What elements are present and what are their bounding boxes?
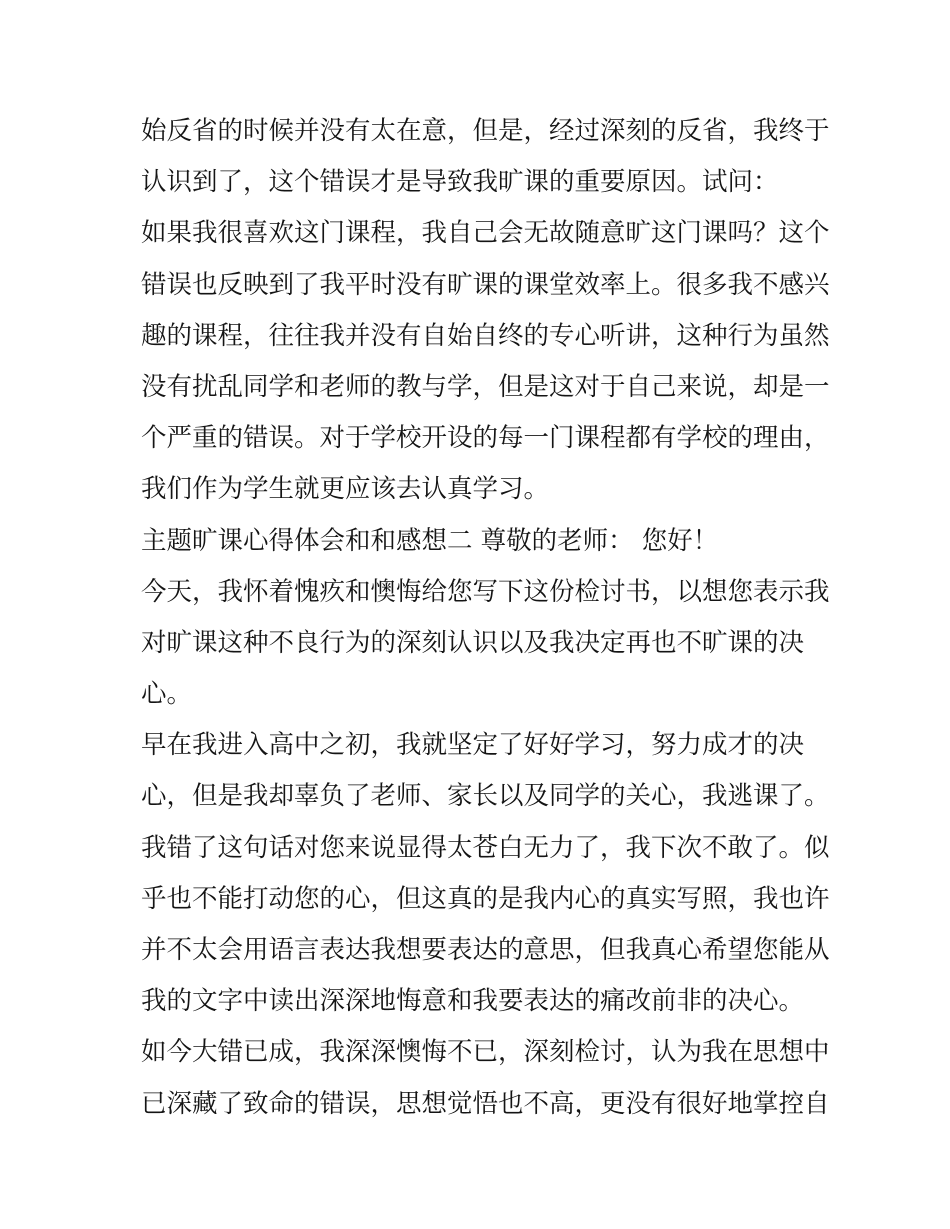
text-line: 乎也不能打动您的心，但这真的是我内心的真实写照，我也许	[141, 883, 830, 914]
text-line: 错误也反映到了我平时没有旷课的课堂效率上。很多我不感兴	[141, 269, 830, 300]
text-line: 认识到了，这个错误才是导致我旷课的重要原因。试问：	[141, 167, 779, 198]
text-line: 如今大错已成，我深深懊悔不已，深刻检讨，认为我在思想中	[141, 1037, 830, 1068]
text-line: 已深藏了致命的错误，思想觉悟也不高，更没有很好地掌控自	[141, 1088, 830, 1119]
text-line: 心。	[141, 679, 193, 710]
section-heading-line: 主题旷课心得体会和和感想二 尊敬的老师： 您好！	[141, 525, 719, 556]
text-line: 始反省的时候并没有太在意，但是，经过深刻的反省，我终于	[141, 116, 830, 146]
text-line: 并不太会用语言表达我想要表达的意思，但我真心希望您能从	[141, 935, 830, 965]
text-line: 早在我进入高中之初，我就坚定了好好学习，努力成才的决	[141, 730, 805, 761]
document-body	[141, 106, 830, 1130]
text-line: 我的文字中读出深深地悔意和我要表达的痛改前非的决心。	[141, 986, 805, 1017]
text-line: 今天，我怀着愧疚和懊悔给您写下这份检讨书，以想您表示我	[141, 576, 830, 607]
text-line: 个严重的错误。对于学校开设的每一门课程都有学校的理由，	[141, 423, 830, 454]
text-line: 对旷课这种不良行为的深刻认识以及我决定再也不旷课的决	[141, 627, 805, 658]
text-line: 如果我很喜欢这门课程，我自己会无故随意旷这门课吗？这个	[141, 218, 830, 249]
text-line: 心，但是我却辜负了老师、家长以及同学的关心，我逃课了。	[141, 781, 830, 812]
text-line: 我错了这句话对您来说显得太苍白无力了，我下次不敢了。似	[141, 832, 830, 863]
text-line: 趣的课程，往往我并没有自始自终的专心听讲，这种行为虽然	[141, 320, 830, 351]
text-line: 没有扰乱同学和老师的教与学，但是这对于自己来说，却是一	[141, 371, 830, 402]
text-line: 我们作为学生就更应该去认真学习。	[141, 474, 550, 505]
